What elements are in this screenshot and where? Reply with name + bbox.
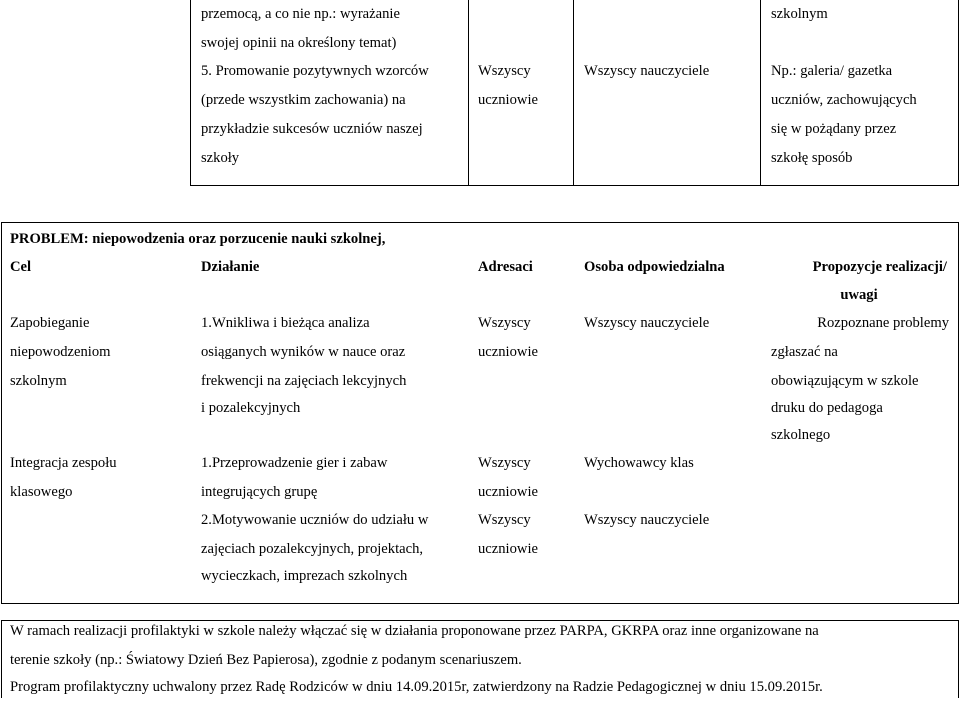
top-table-border-mid3: [760, 0, 761, 186]
row1-proposal-line-1: Rozpoznane problemy: [817, 315, 949, 331]
note-line-1: W ramach realizacji profilaktyki w szkole należy włączać się w działania proponowane przez PARPA, GKRPA oraz inne organizowane na: [10, 623, 819, 639]
row1-responsible: Wszyscy nauczyciele: [584, 315, 710, 331]
note-box-left-border: [1, 620, 2, 698]
top-row-b-action-line-4: szkoły: [201, 150, 240, 166]
row2-action1-line-1: 1.Przeprowadzenie gier i zabaw: [201, 455, 388, 471]
row2-action1-line-2: integrujących grupę: [201, 484, 318, 500]
top-table-border-mid2: [573, 0, 574, 186]
row1-proposal-line-4: druku do pedagoga: [771, 400, 883, 416]
row1-proposal-line-3: obowiązującym w szkole: [771, 373, 919, 389]
top-row-a-action-line-2: swojej opinii na określony temat): [201, 35, 397, 51]
row2-action1-addressees-line-2: uczniowie: [478, 484, 538, 500]
row2-action2-addressees-line-1: Wszyscy: [478, 512, 531, 528]
top-row-b-proposal-line-1: Np.: galeria/ gazetka: [771, 63, 893, 79]
top-row-b-proposal-line-4: szkołę sposób: [771, 150, 853, 166]
header-addressees: Adresaci: [478, 259, 533, 275]
row1-proposal-line-5: szkolnego: [771, 427, 831, 443]
row1-action-line-4: i pozalekcyjnych: [201, 400, 301, 416]
row1-action-line-3: frekwencji na zajęciach lekcyjnych: [201, 373, 407, 389]
note-line-2: terenie szkoły (np.: Światowy Dzień Bez Papierosa), zgodnie z podanym scenariuszem.: [10, 652, 522, 668]
top-table-border-bottom: [190, 185, 959, 186]
note-box-right-border: [958, 620, 959, 698]
row1-addressees-line-2: uczniowie: [478, 344, 538, 360]
top-row-b-responsible: Wszyscy nauczyciele: [584, 63, 710, 79]
top-row-a-action-line-1: przemocą, a co nie np.: wyrażanie: [201, 6, 400, 22]
note-line-3: Program profilaktyczny uchwalony przez Radę Rodziców w dniu 14.09.2015r, zatwierdzony na Radzie Pedagogicznej w dniu 15.09.2015r.: [10, 679, 823, 695]
row2-goal-line-1: Integracja zespołu: [10, 455, 117, 471]
problem-table-top-border: [1, 222, 959, 223]
top-row-b-addressees-line-1: Wszyscy: [478, 63, 531, 79]
header-goal: Cel: [10, 259, 32, 275]
row2-action2-line-2: zajęciach pozalekcyjnych, projektach,: [201, 541, 424, 557]
row1-goal-line-3: szkolnym: [10, 373, 67, 389]
top-table-border-right: [958, 0, 959, 186]
row2-goal-line-2: klasowego: [10, 484, 73, 500]
row1-goal-line-1: Zapobieganie: [10, 315, 90, 331]
problem-table-left-border: [1, 222, 2, 604]
row1-proposal-line-2: zgłaszać na: [771, 344, 838, 360]
top-row-b-addressees-line-2: uczniowie: [478, 92, 538, 108]
problem-table-bottom-border: [1, 603, 959, 604]
row2-action2-responsible: Wszyscy nauczyciele: [584, 512, 710, 528]
top-table-border-mid1: [468, 0, 469, 186]
header-action: Działanie: [201, 259, 260, 275]
header-responsible: Osoba odpowiedzialna: [584, 259, 725, 275]
row2-action2-line-1: 2.Motywowanie uczniów do udziału w: [201, 512, 429, 528]
row2-action1-responsible: Wychowawcy klas: [584, 455, 694, 471]
row2-action2-line-3: wycieczkach, imprezach szkolnych: [201, 568, 408, 584]
row1-action-line-1: 1.Wnikliwa i bieżąca analiza: [201, 315, 370, 331]
problem-title: PROBLEM: niepowodzenia oraz porzucenie nauki szkolnej,: [10, 231, 386, 247]
top-row-b-action-line-2: (przede wszystkim zachowania) na: [201, 92, 406, 108]
problem-table-right-border: [958, 222, 959, 604]
row1-goal-line-2: niepowodzeniom: [10, 344, 111, 360]
header-proposals-line-1: Propozycje realizacji/: [812, 259, 947, 275]
top-row-b-proposal-line-3: się w pożądany przez: [771, 121, 897, 137]
top-row-b-action-line-3: przykładzie sukcesów uczniów naszej: [201, 121, 423, 137]
top-row-b-proposal-line-2: uczniów, zachowujących: [771, 92, 917, 108]
top-table-border-left: [190, 0, 191, 186]
top-row-a-proposal-line-1: szkolnym: [771, 6, 828, 22]
row2-action1-addressees-line-1: Wszyscy: [478, 455, 531, 471]
row1-addressees-line-1: Wszyscy: [478, 315, 531, 331]
header-proposals-line-2: uwagi: [840, 287, 878, 303]
row2-action2-addressees-line-2: uczniowie: [478, 541, 538, 557]
row1-action-line-2: osiąganych wyników w nauce oraz: [201, 344, 406, 360]
top-row-b-action-line-1: 5. Promowanie pozytywnych wzorców: [201, 63, 429, 79]
